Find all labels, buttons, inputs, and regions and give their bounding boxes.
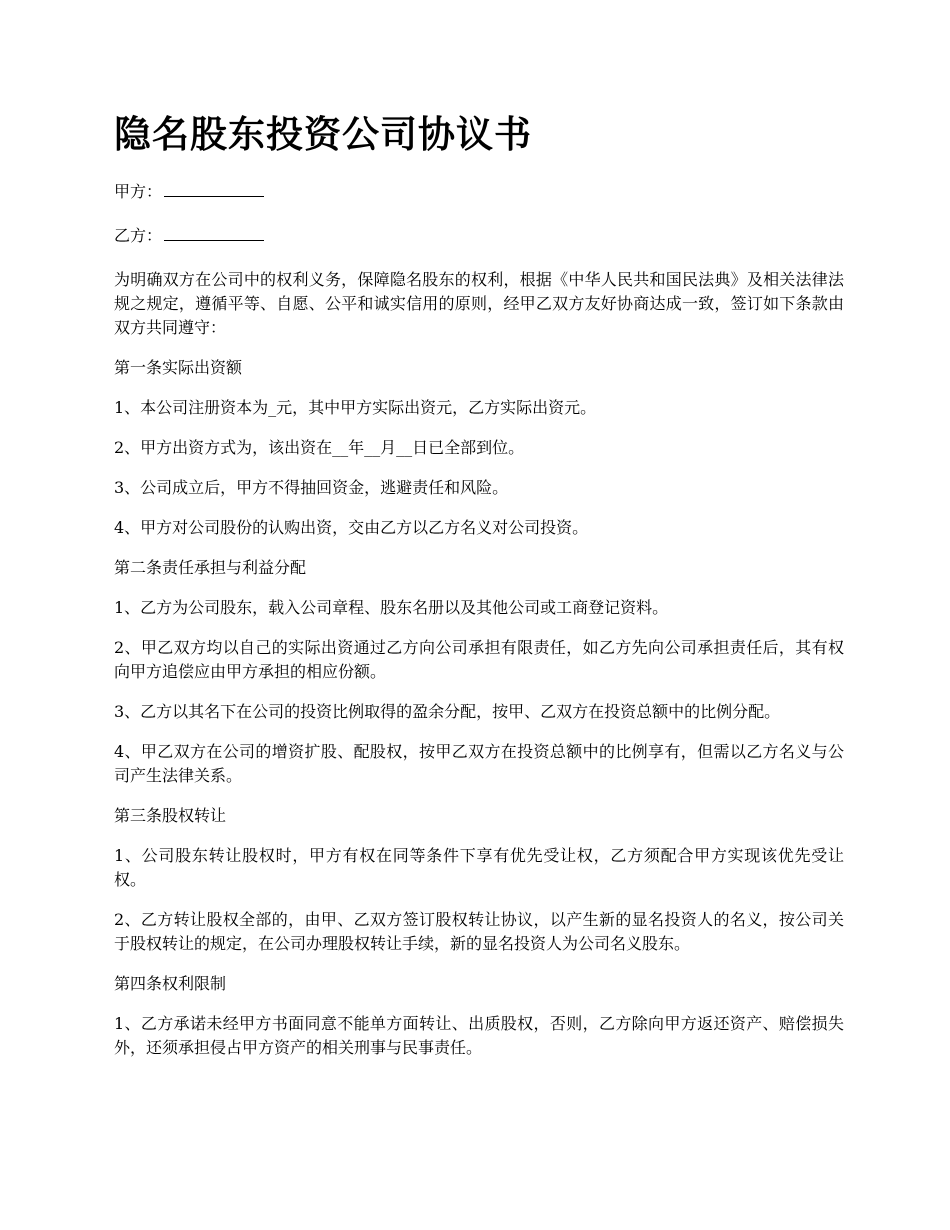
clause-paragraph: 3、公司成立后，甲方不得抽回资金，逃避责任和风险。 bbox=[114, 478, 509, 497]
document-body bbox=[114, 180, 844, 1076]
clause-paragraph: 3、乙方以其名下在公司的投资比例取得的盈余分配，按甲、乙双方在投资总额中的比例分配。 bbox=[114, 702, 781, 721]
party-b-label: 乙方： bbox=[114, 226, 163, 245]
clause-paragraph: 4、甲乙双方在公司的增资扩股、配股权，按甲乙双方在投资总额中的比例享有，但需以乙方名义与公司产生法律关系。 bbox=[114, 742, 844, 785]
clause-paragraph: 1、公司股东转让股权时，甲方有权在同等条件下享有优先受让权，乙方须配合甲方实现该优先受让权。 bbox=[114, 846, 844, 889]
party-a-label: 甲方： bbox=[114, 182, 163, 201]
clause-paragraph: 1、乙方承诺未经甲方书面同意不能单方面转让、出质股权，否则，乙方除向甲方返还资产、赔偿损失外，还须承担侵占甲方资产的相关刑事与民事责任。 bbox=[114, 1014, 844, 1057]
clause-paragraph: 2、乙方转让股权全部的，由甲、乙双方签订股权转让协议，以产生新的显名投资人的名义，按公司关于股权转让的规定，在公司办理股权转让手续，新的显名投资人为公司名义股东。 bbox=[114, 910, 844, 953]
section-heading: 第三条股权转让 bbox=[114, 806, 227, 825]
document-title: 隐名股东投资公司协议书 bbox=[114, 113, 532, 156]
party-b-blank bbox=[164, 224, 264, 241]
party-a-line bbox=[114, 180, 844, 204]
preamble-paragraph: 为明确双方在公司中的权利义务，保障隐名股东的权利，根据《中华人民共和国民法典》及相关法律法规之规定，遵循平等、自愿、公平和诚实信用的原则，经甲乙双方友好协商达成一致，签订如下条款由双方共同遵守： bbox=[114, 270, 844, 337]
section-heading: 第一条实际出资额 bbox=[114, 358, 243, 377]
clause-paragraph: 2、甲方出资方式为，该出资在__年__月__日已全部到位。 bbox=[114, 438, 525, 457]
section-heading: 第二条责任承担与利益分配 bbox=[114, 558, 307, 577]
clause-paragraph: 2、甲乙双方均以自己的实际出资通过乙方向公司承担有限责任，如乙方先向公司承担责任后，其有权向甲方追偿应由甲方承担的相应份额。 bbox=[114, 638, 844, 681]
party-b-line bbox=[114, 224, 844, 248]
section-heading: 第四条权利限制 bbox=[114, 974, 227, 993]
clause-paragraph: 1、本公司注册资本为_元，其中甲方实际出资元，乙方实际出资元。 bbox=[114, 398, 597, 417]
party-a-blank bbox=[164, 180, 264, 197]
clause-paragraph: 1、乙方为公司股东，载入公司章程、股东名册以及其他公司或工商登记资料。 bbox=[114, 598, 669, 617]
clause-paragraph: 4、甲方对公司股份的认购出资，交由乙方以乙方名义对公司投资。 bbox=[114, 518, 589, 537]
